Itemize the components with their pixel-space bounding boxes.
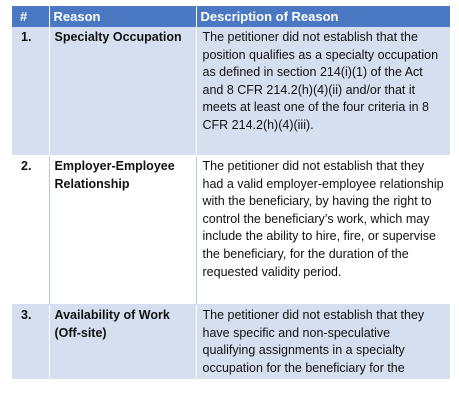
header-description: Description of Reason [196,6,450,27]
table-row [12,156,450,305]
row-reason: Availability of Work (Off-site) [49,305,196,380]
row-description: The petitioner did not establish that they have specific and non-speculative qualifying assignments in a specialty occupation for the beneficiary for the [196,305,450,380]
row-description: The petitioner did not establish that they had a valid employer-employee relationship with the beneficiary, by having the right to control the beneficiary’s work, which may include the ability to hire, fire, or supervise the beneficiary, for the duration of the requested validity period. [196,156,450,305]
table-header [12,6,450,27]
row-number: 2. [12,156,49,305]
row-reason: Specialty Occupation [49,27,196,156]
row-description: The petitioner did not establish that the position qualifies as a specialty occupation as defined in section 214(i)(1) of the Act and 8 CFR 214.2(h)(4)(ii) and/or that it meets at least one of the four criteria in 8 CFR 214.2(h)(4)(iii). [196,27,450,156]
table-body [12,27,450,380]
reasons-table [12,6,450,380]
row-number: 1. [12,27,49,156]
header-row [12,6,450,27]
header-reason: Reason [49,6,196,27]
row-number: 3. [12,305,49,380]
table-row [12,305,450,380]
table-row [12,27,450,156]
row-reason: Employer-Employee Relationship [49,156,196,305]
header-num: # [12,6,49,27]
